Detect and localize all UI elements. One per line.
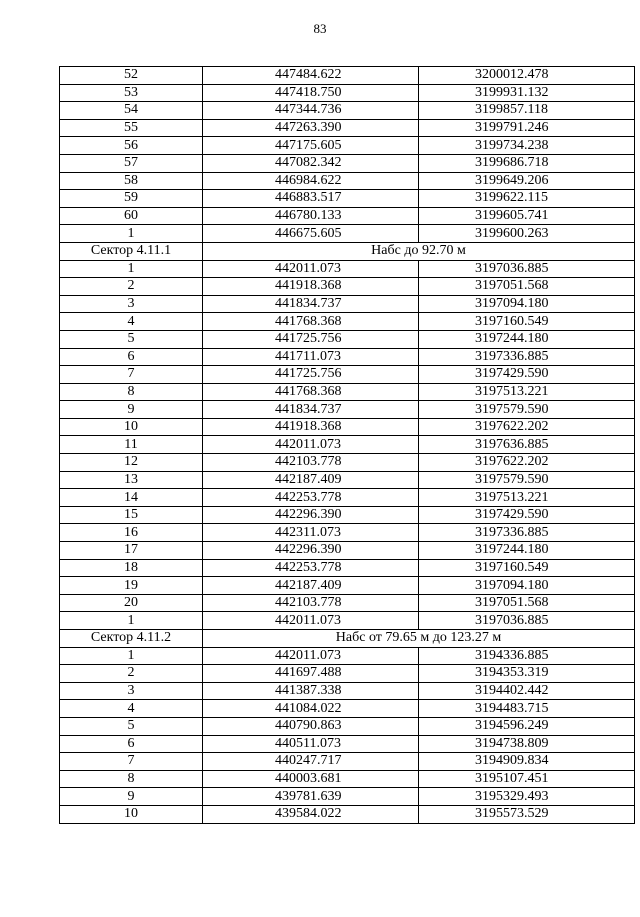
- y-coordinate: 3197336.885: [419, 524, 635, 542]
- point-number: 1: [60, 647, 203, 665]
- page-number: 83: [313, 21, 327, 36]
- point-number: 12: [60, 454, 203, 472]
- point-number: 16: [60, 524, 203, 542]
- x-coordinate: 446675.605: [203, 225, 419, 243]
- y-coordinate: 3197244.180: [419, 542, 635, 560]
- y-coordinate: 3197094.180: [419, 295, 635, 313]
- x-coordinate: 446780.133: [203, 207, 419, 225]
- point-number: 14: [60, 489, 203, 507]
- x-coordinate: 442103.778: [203, 594, 419, 612]
- table-row: [60, 366, 635, 384]
- point-number: 1: [60, 225, 203, 243]
- point-number: 5: [60, 717, 203, 735]
- y-coordinate: 3194402.442: [419, 682, 635, 700]
- table-row: [60, 154, 635, 172]
- coordinates-table-body: [60, 67, 635, 824]
- x-coordinate: 442253.778: [203, 489, 419, 507]
- x-coordinate: 442296.390: [203, 506, 419, 524]
- y-coordinate: 3194909.834: [419, 753, 635, 771]
- point-number: 8: [60, 383, 203, 401]
- table-row: [60, 753, 635, 771]
- x-coordinate: 447484.622: [203, 67, 419, 85]
- table-row: [60, 559, 635, 577]
- y-coordinate: 3194483.715: [419, 700, 635, 718]
- point-number: 15: [60, 506, 203, 524]
- x-coordinate: 446984.622: [203, 172, 419, 190]
- table-row: [60, 330, 635, 348]
- table-row: [60, 84, 635, 102]
- y-coordinate: 3199622.115: [419, 190, 635, 208]
- y-coordinate: 3194353.319: [419, 665, 635, 683]
- y-coordinate: 3197636.885: [419, 436, 635, 454]
- sector-name: Сектор 4.11.2: [60, 630, 203, 648]
- table-row: [60, 506, 635, 524]
- table-row: [60, 207, 635, 225]
- y-coordinate: 3197579.590: [419, 401, 635, 419]
- point-number: 2: [60, 278, 203, 296]
- point-number: 7: [60, 753, 203, 771]
- y-coordinate: 3197051.568: [419, 278, 635, 296]
- y-coordinate: 3197160.549: [419, 313, 635, 331]
- sector-name: Сектор 4.11.1: [60, 242, 203, 260]
- y-coordinate: 3199857.118: [419, 102, 635, 120]
- x-coordinate: 441725.756: [203, 330, 419, 348]
- point-number: 55: [60, 119, 203, 137]
- point-number: 4: [60, 313, 203, 331]
- y-coordinate: 3197244.180: [419, 330, 635, 348]
- point-number: 13: [60, 471, 203, 489]
- table-row: [60, 612, 635, 630]
- y-coordinate: 3199686.718: [419, 154, 635, 172]
- table-row: [60, 295, 635, 313]
- table-row: [60, 190, 635, 208]
- x-coordinate: 441834.737: [203, 295, 419, 313]
- point-number: 7: [60, 366, 203, 384]
- table-row: [60, 682, 635, 700]
- y-coordinate: 3197036.885: [419, 260, 635, 278]
- y-coordinate: 3197094.180: [419, 577, 635, 595]
- table-row: [60, 665, 635, 683]
- table-row: [60, 401, 635, 419]
- y-coordinate: 3197622.202: [419, 454, 635, 472]
- x-coordinate: 440003.681: [203, 770, 419, 788]
- x-coordinate: 447344.736: [203, 102, 419, 120]
- point-number: 60: [60, 207, 203, 225]
- x-coordinate: 441918.368: [203, 418, 419, 436]
- point-number: 2: [60, 665, 203, 683]
- y-coordinate: 3199734.238: [419, 137, 635, 155]
- point-number: 9: [60, 401, 203, 419]
- x-coordinate: 442011.073: [203, 260, 419, 278]
- x-coordinate: 442011.073: [203, 436, 419, 454]
- table-row: [60, 137, 635, 155]
- y-coordinate: 3199791.246: [419, 119, 635, 137]
- y-coordinate: 3197513.221: [419, 383, 635, 401]
- y-coordinate: 3200012.478: [419, 67, 635, 85]
- point-number: 59: [60, 190, 203, 208]
- x-coordinate: 441768.368: [203, 313, 419, 331]
- y-coordinate: 3197513.221: [419, 489, 635, 507]
- table-row: [60, 313, 635, 331]
- point-number: 54: [60, 102, 203, 120]
- y-coordinate: 3194336.885: [419, 647, 635, 665]
- sector-height-limit: Набс от 79.65 м до 123.27 м: [203, 630, 635, 648]
- y-coordinate: 3197429.590: [419, 366, 635, 384]
- y-coordinate: 3197579.590: [419, 471, 635, 489]
- y-coordinate: 3197622.202: [419, 418, 635, 436]
- point-number: 5: [60, 330, 203, 348]
- y-coordinate: 3199600.263: [419, 225, 635, 243]
- table-row: [60, 788, 635, 806]
- y-coordinate: 3194738.809: [419, 735, 635, 753]
- coordinates-table: [59, 66, 635, 824]
- x-coordinate: 441711.073: [203, 348, 419, 366]
- x-coordinate: 447175.605: [203, 137, 419, 155]
- y-coordinate: 3195573.529: [419, 805, 635, 823]
- x-coordinate: 441387.338: [203, 682, 419, 700]
- point-number: 1: [60, 260, 203, 278]
- point-number: 58: [60, 172, 203, 190]
- sector-height-limit: Набс до 92.70 м: [203, 242, 635, 260]
- x-coordinate: 442253.778: [203, 559, 419, 577]
- x-coordinate: 442103.778: [203, 454, 419, 472]
- point-number: 10: [60, 805, 203, 823]
- x-coordinate: 442187.409: [203, 577, 419, 595]
- table-row: [60, 383, 635, 401]
- x-coordinate: 441834.737: [203, 401, 419, 419]
- table-row: [60, 770, 635, 788]
- x-coordinate: 440247.717: [203, 753, 419, 771]
- point-number: 19: [60, 577, 203, 595]
- point-number: 1: [60, 612, 203, 630]
- table-row: [60, 172, 635, 190]
- x-coordinate: 439781.639: [203, 788, 419, 806]
- point-number: 3: [60, 682, 203, 700]
- table-row: [60, 647, 635, 665]
- point-number: 4: [60, 700, 203, 718]
- table-row: [60, 119, 635, 137]
- y-coordinate: 3197051.568: [419, 594, 635, 612]
- y-coordinate: 3195329.493: [419, 788, 635, 806]
- point-number: 3: [60, 295, 203, 313]
- point-number: 52: [60, 67, 203, 85]
- table-row: [60, 700, 635, 718]
- y-coordinate: 3197160.549: [419, 559, 635, 577]
- point-number: 17: [60, 542, 203, 560]
- table-row: [60, 260, 635, 278]
- point-number: 20: [60, 594, 203, 612]
- point-number: 9: [60, 788, 203, 806]
- point-number: 57: [60, 154, 203, 172]
- x-coordinate: 447263.390: [203, 119, 419, 137]
- y-coordinate: 3199605.741: [419, 207, 635, 225]
- x-coordinate: 441697.488: [203, 665, 419, 683]
- y-coordinate: 3197429.590: [419, 506, 635, 524]
- x-coordinate: 439584.022: [203, 805, 419, 823]
- point-number: 56: [60, 137, 203, 155]
- x-coordinate: 441918.368: [203, 278, 419, 296]
- x-coordinate: 442011.073: [203, 647, 419, 665]
- sector-header-row: [60, 242, 635, 260]
- y-coordinate: 3194596.249: [419, 717, 635, 735]
- table-row: [60, 489, 635, 507]
- point-number: 53: [60, 84, 203, 102]
- x-coordinate: 442011.073: [203, 612, 419, 630]
- y-coordinate: 3195107.451: [419, 770, 635, 788]
- table-row: [60, 717, 635, 735]
- point-number: 18: [60, 559, 203, 577]
- table-row: [60, 735, 635, 753]
- x-coordinate: 441725.756: [203, 366, 419, 384]
- y-coordinate: 3197336.885: [419, 348, 635, 366]
- y-coordinate: 3199931.132: [419, 84, 635, 102]
- x-coordinate: 440511.073: [203, 735, 419, 753]
- table-row: [60, 524, 635, 542]
- table-row: [60, 278, 635, 296]
- x-coordinate: 441768.368: [203, 383, 419, 401]
- table-row: [60, 436, 635, 454]
- point-number: 11: [60, 436, 203, 454]
- x-coordinate: 447082.342: [203, 154, 419, 172]
- table-row: [60, 418, 635, 436]
- table-row: [60, 542, 635, 560]
- table-row: [60, 102, 635, 120]
- x-coordinate: 440790.863: [203, 717, 419, 735]
- x-coordinate: 442311.073: [203, 524, 419, 542]
- table-row: [60, 67, 635, 85]
- sector-header-row: [60, 630, 635, 648]
- table-row: [60, 594, 635, 612]
- point-number: 10: [60, 418, 203, 436]
- y-coordinate: 3199649.206: [419, 172, 635, 190]
- point-number: 6: [60, 348, 203, 366]
- x-coordinate: 442296.390: [203, 542, 419, 560]
- table-row: [60, 348, 635, 366]
- y-coordinate: 3197036.885: [419, 612, 635, 630]
- x-coordinate: 446883.517: [203, 190, 419, 208]
- table-row: [60, 577, 635, 595]
- x-coordinate: 447418.750: [203, 84, 419, 102]
- table-row: [60, 225, 635, 243]
- table-row: [60, 471, 635, 489]
- table-row: [60, 454, 635, 472]
- point-number: 8: [60, 770, 203, 788]
- point-number: 6: [60, 735, 203, 753]
- x-coordinate: 441084.022: [203, 700, 419, 718]
- table-row: [60, 805, 635, 823]
- x-coordinate: 442187.409: [203, 471, 419, 489]
